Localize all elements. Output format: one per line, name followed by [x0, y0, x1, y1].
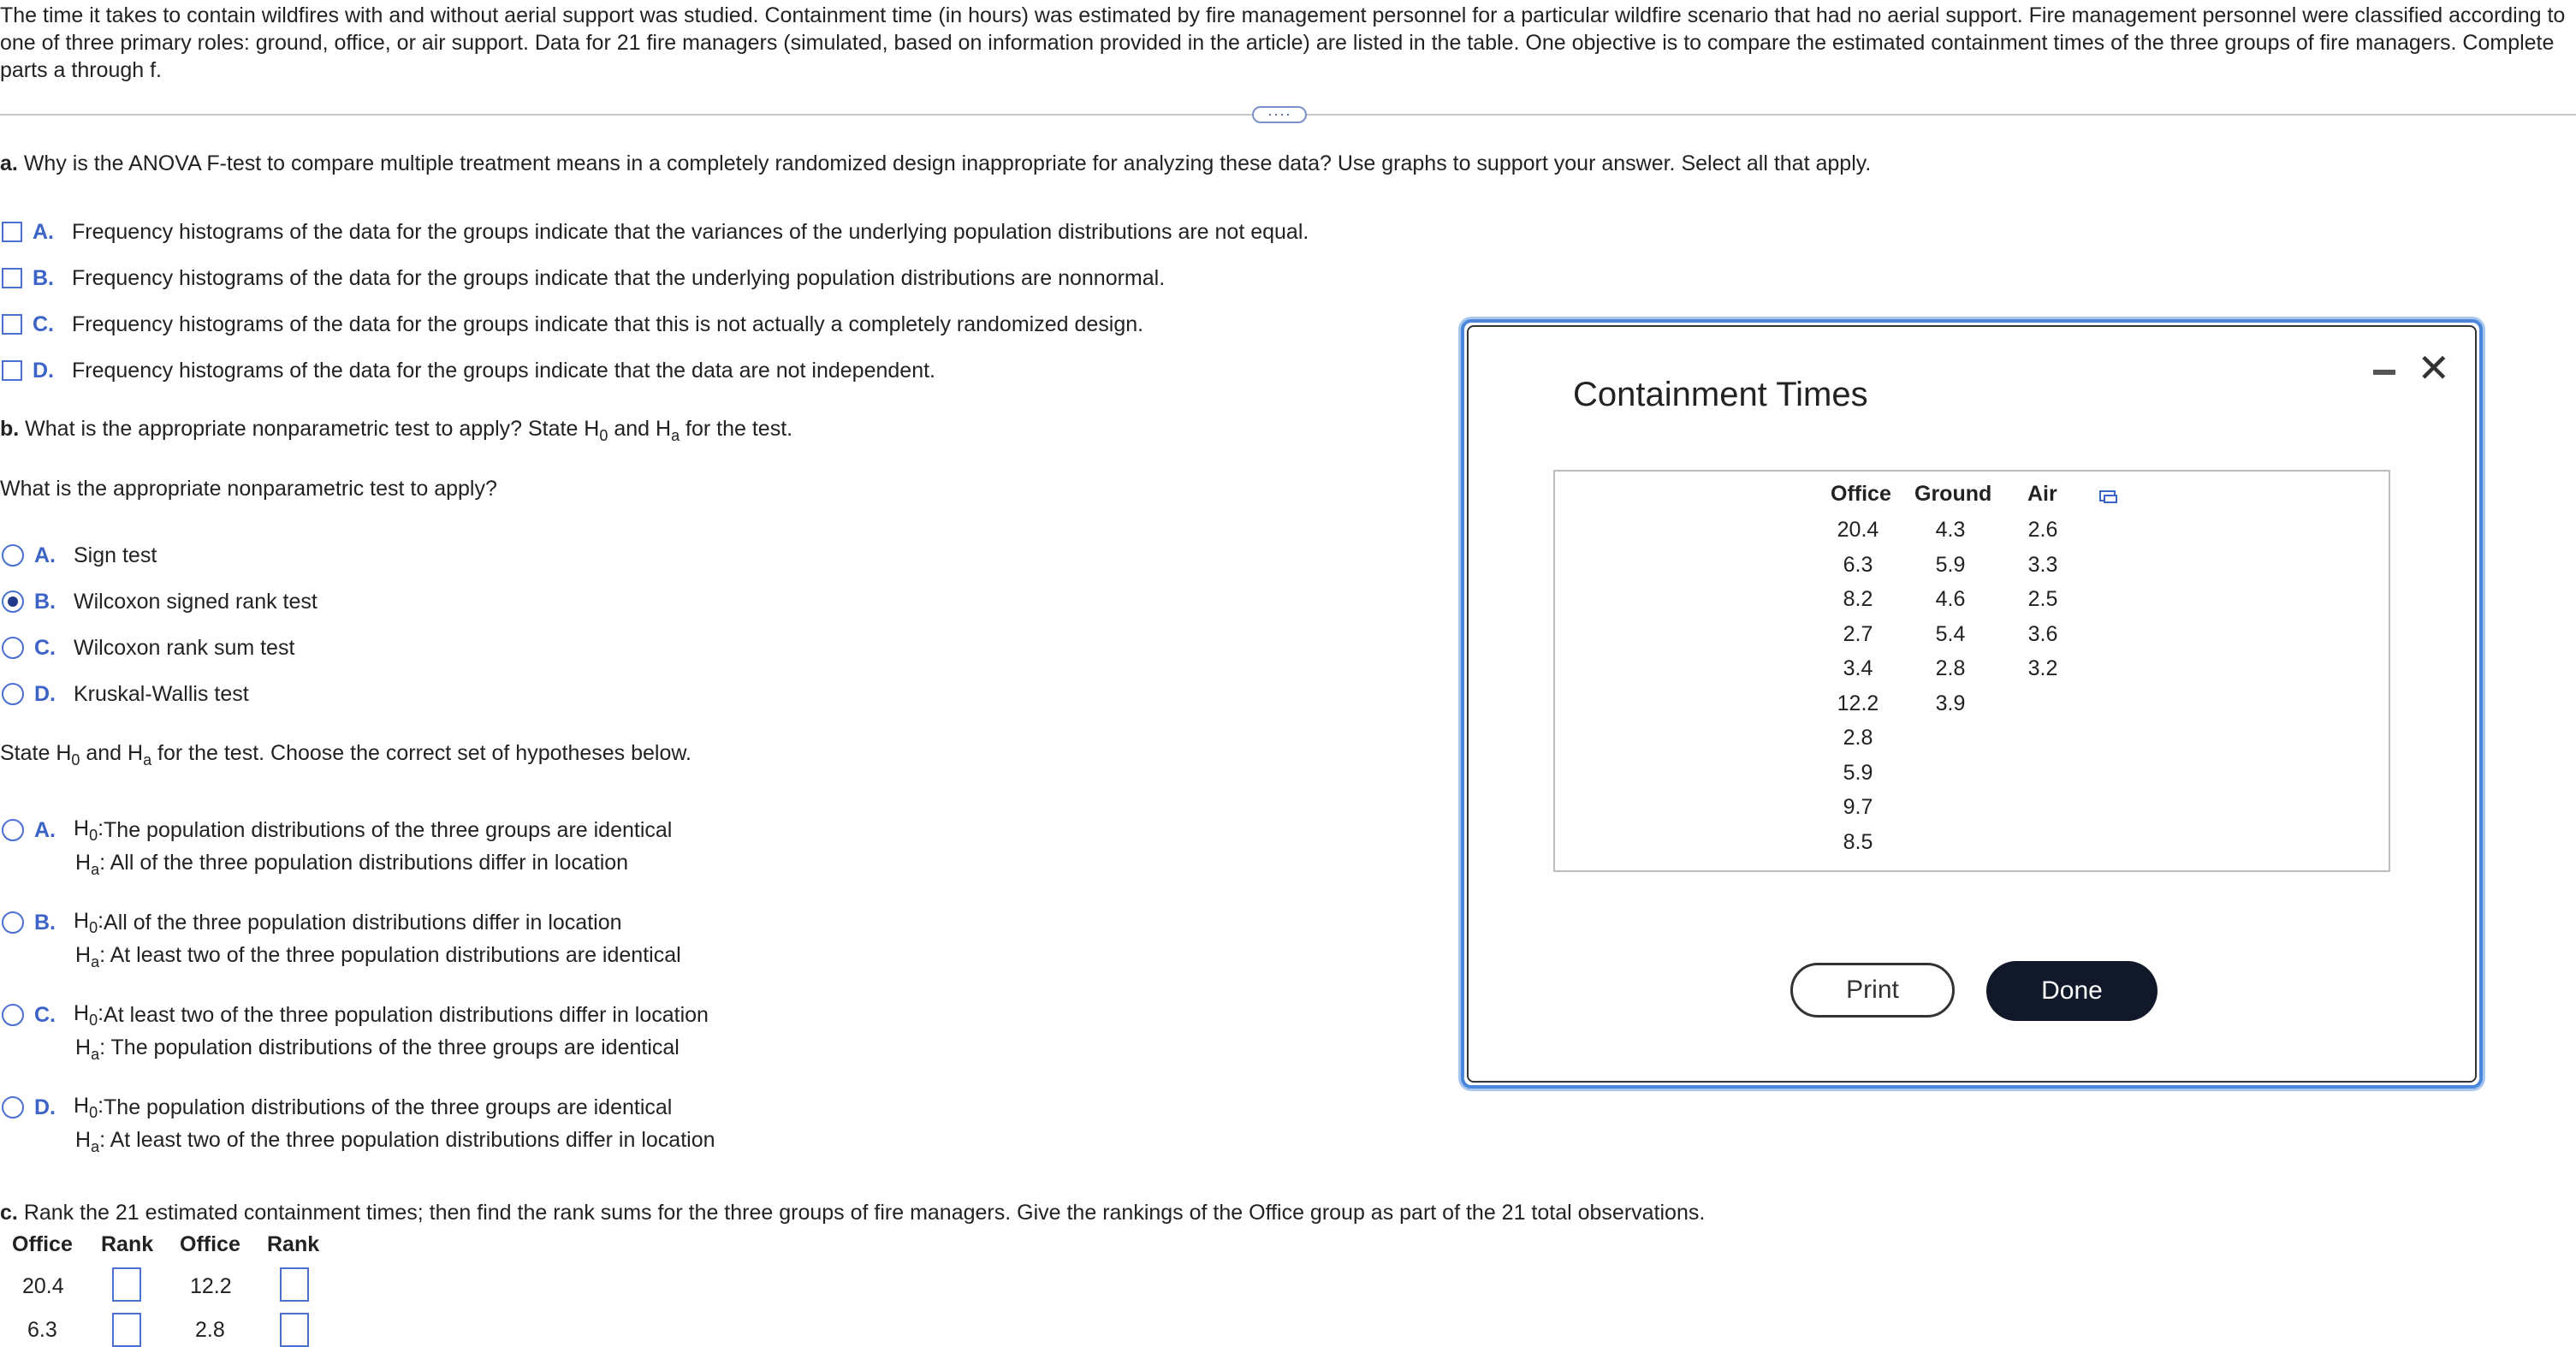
part-a-option-b[interactable]	[0, 264, 1165, 292]
test-option-a[interactable]	[0, 542, 157, 569]
option-letter: D.	[34, 681, 56, 706]
subscript: 0	[599, 427, 608, 444]
air-cell: 3.2	[2027, 656, 2058, 680]
ha-text: All of the three population distributions differ in location	[110, 851, 629, 875]
column-header-office: Office	[1831, 482, 1891, 506]
ha-text: At least two of the three population distributions differ in location	[110, 1128, 715, 1152]
part-b-subquestion: What is the appropriate nonparametric test to apply?	[0, 477, 497, 501]
rank-input[interactable]	[112, 1313, 141, 1347]
rank-table-header-rank-1: Rank	[101, 1232, 154, 1256]
ground-cell: 5.9	[1935, 552, 1966, 577]
checkbox[interactable]	[2, 314, 22, 335]
option-text: Frequency histograms of the data for the groups indicate that the underlying population distributions are nonnormal.	[72, 265, 1166, 290]
part-b-question	[0, 417, 792, 445]
part-a-label: a.	[0, 151, 18, 175]
radio-button[interactable]	[2, 1096, 24, 1119]
option-letter: B.	[34, 910, 56, 935]
test-option-d[interactable]	[0, 680, 249, 708]
subscript: 0	[71, 751, 80, 768]
test-option-c[interactable]	[0, 634, 294, 662]
option-letter: A.	[34, 543, 56, 567]
hypothesis-option-a[interactable]	[0, 815, 672, 880]
radio-button[interactable]	[2, 1004, 24, 1026]
ground-cell: 5.4	[1935, 621, 1966, 646]
radio-button[interactable]	[2, 544, 24, 567]
dialog-title: Containment Times	[1573, 376, 1868, 413]
air-cell: 2.5	[2027, 587, 2058, 611]
air-cell: 2.6	[2027, 518, 2058, 542]
part-a-question	[0, 151, 1871, 176]
ha-label: $H_a$:	[75, 851, 110, 878]
office-value: 2.8	[195, 1318, 225, 1342]
option-text: Frequency histograms of the data for the groups indicate that the data are not independent.	[72, 358, 935, 383]
option-letter: D.	[34, 1095, 56, 1119]
text: State H	[0, 741, 72, 765]
checkbox[interactable]	[2, 360, 22, 381]
option-text: Wilcoxon signed rank test	[74, 589, 318, 614]
ha-label: $H_a$:	[75, 1128, 110, 1155]
office-value: 20.4	[22, 1274, 64, 1298]
air-cell: 3.3	[2027, 552, 2058, 577]
column-header-ground: Ground	[1914, 482, 1992, 506]
radio-button[interactable]	[2, 637, 24, 659]
part-c-label: c.	[0, 1201, 18, 1225]
data-table	[1553, 470, 2390, 872]
office-cell: 9.7	[1843, 795, 1873, 819]
rank-table-header-office-2: Office	[180, 1232, 240, 1256]
ground-cell: 4.3	[1935, 518, 1966, 542]
h0-text: The population distributions of the three groups are identical	[104, 1095, 673, 1119]
ha-label: $H_a$:	[75, 943, 110, 970]
office-value: 6.3	[27, 1318, 57, 1342]
rank-input[interactable]	[280, 1267, 309, 1302]
office-cell: 5.9	[1843, 760, 1873, 785]
text: for the test. Choose the correct set of hypotheses below.	[151, 741, 691, 765]
subscript: a	[143, 751, 152, 768]
part-a-option-a[interactable]	[0, 218, 1309, 246]
part-b-label: b.	[0, 417, 20, 441]
office-cell: 8.5	[1843, 829, 1873, 854]
h0-text: The population distributions of the three groups are identical	[104, 817, 673, 842]
rank-table-header-rank-2: Rank	[267, 1232, 320, 1256]
part-a-option-c[interactable]	[0, 311, 1143, 338]
office-cell: 2.7	[1843, 621, 1873, 646]
problem-intro: The time it takes to contain wildfires with and without aerial support was studied. Containment time (in hours) was estimated by fire management personnel for a particular wildfire scenario that had no aerial support. Fire management personnel were classified according to one of three primary roles: ground, office, or air support. Data for 21 fire managers (simulated, based on information provided in the article) are listed in the table. One objective is to compare the estimated containment times of the three groups of fire managers. Complete parts a through f.	[0, 3, 2566, 82]
checkbox[interactable]	[2, 268, 22, 288]
option-text: Frequency histograms of the data for the groups indicate that the variances of the underlying population distributions are not equal.	[72, 219, 1309, 244]
office-value: 12.2	[190, 1274, 232, 1298]
ha-text: At least two of the three population distributions are identical	[110, 943, 681, 967]
hypothesis-option-c[interactable]	[0, 1000, 709, 1065]
text: and H	[608, 417, 672, 441]
ground-cell: 3.9	[1935, 691, 1966, 715]
h0-label: $H_0$:	[74, 1000, 104, 1029]
text: for the test.	[680, 417, 793, 441]
close-icon[interactable]: ✕	[2417, 346, 2450, 390]
option-text: Wilcoxon rank sum test	[74, 635, 295, 660]
radio-button[interactable]	[2, 819, 24, 841]
containment-times-dialog	[1461, 319, 2483, 1089]
option-text: Kruskal-Wallis test	[74, 681, 249, 706]
rank-table-header-office-1: Office	[12, 1232, 73, 1256]
option-letter: D.	[33, 358, 54, 383]
option-letter: A.	[33, 219, 54, 244]
option-letter: B.	[33, 265, 54, 290]
copy-icon[interactable]	[2099, 489, 2118, 504]
rank-input[interactable]	[112, 1267, 141, 1302]
option-text: Sign test	[74, 543, 157, 567]
radio-button[interactable]	[2, 911, 24, 934]
test-option-b[interactable]	[0, 588, 318, 615]
office-cell: 8.2	[1843, 587, 1873, 611]
radio-button[interactable]	[2, 683, 24, 705]
h0-label: $H_0$:	[74, 816, 104, 844]
part-a-text: Why is the ANOVA F-test to compare multiple treatment means in a completely randomized design inappropriate for analyzing these data? Use graphs to support your answer. Select all that apply.	[23, 151, 1872, 175]
office-cell: 20.4	[1837, 518, 1879, 542]
option-letter: A.	[34, 817, 56, 842]
text: and H	[80, 741, 144, 765]
hypotheses-prompt	[0, 741, 691, 769]
part-a-option-d[interactable]	[0, 357, 935, 384]
office-cell: 3.4	[1843, 656, 1873, 680]
option-letter: C.	[34, 1002, 56, 1027]
option-letter: C.	[33, 312, 54, 336]
air-cell: 3.6	[2027, 621, 2058, 646]
part-c-text: Rank the 21 estimated containment times; then find the rank sums for the three groups of fire managers. Give the rankings of the Office group as part of the 21 total observations.	[23, 1201, 1706, 1225]
text: What is the appropriate nonparametric test to apply? State H	[25, 417, 600, 441]
ground-cell: 2.8	[1935, 656, 1966, 680]
ground-cell: 4.6	[1935, 587, 1966, 611]
office-cell: 6.3	[1843, 552, 1873, 577]
radio-button-selected[interactable]	[2, 590, 24, 613]
rank-input[interactable]	[280, 1313, 309, 1347]
ha-label: $H_a$:	[75, 1035, 111, 1063]
h0-label: $H_0$:	[74, 1093, 104, 1121]
subscript: a	[671, 427, 680, 444]
part-c-question	[0, 1201, 1705, 1225]
office-cell: 12.2	[1837, 691, 1879, 715]
checkbox[interactable]	[2, 222, 22, 242]
expand-more-button[interactable]: ····	[1252, 106, 1307, 123]
h0-label: $H_0$:	[74, 908, 104, 936]
minimize-icon[interactable]	[2373, 370, 2395, 375]
hypothesis-option-b[interactable]	[0, 907, 681, 972]
office-cell: 2.8	[1843, 726, 1873, 750]
print-button[interactable]: Print	[1790, 963, 1955, 1018]
option-letter: C.	[34, 635, 56, 660]
option-text: Frequency histograms of the data for the groups indicate that this is not actually a completely randomized design.	[72, 312, 1144, 336]
h0-text: At least two of the three population distributions differ in location	[104, 1002, 709, 1027]
ha-text: The population distributions of the three groups are identical	[110, 1035, 680, 1059]
hypothesis-option-d[interactable]	[0, 1092, 715, 1157]
option-letter: B.	[34, 589, 56, 614]
column-header-air: Air	[2027, 482, 2057, 506]
done-button[interactable]: Done	[1986, 961, 2158, 1021]
h0-text: All of the three population distributions differ in location	[104, 910, 622, 935]
